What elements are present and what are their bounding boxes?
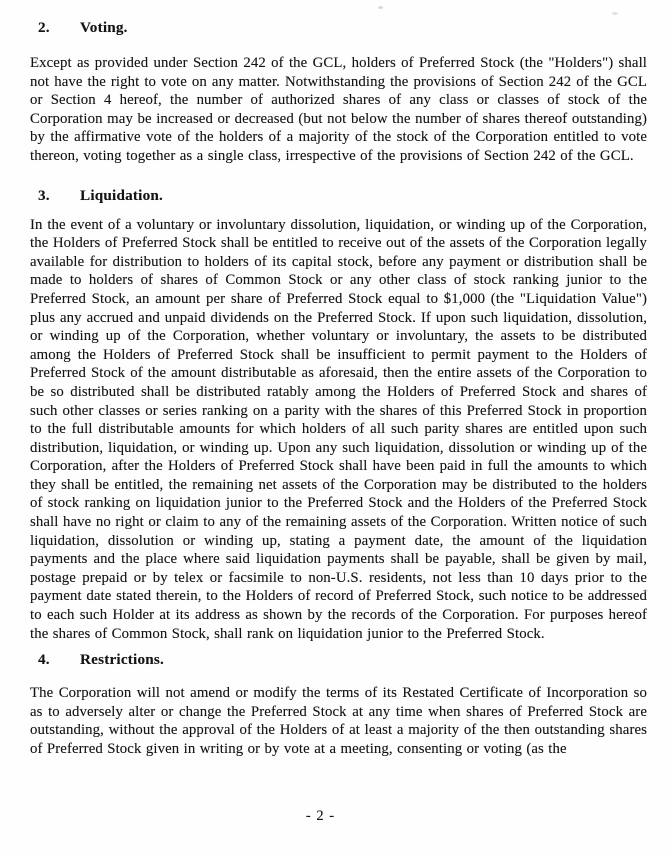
- section-liquidation: [30, 186, 647, 644]
- voting-paragraph: Except as provided under Section 242 of the GCL, holders of Preferred Stock (the "Holders") shall not have the right to vote on any matter. Notwithstanding the provisions of Section 242 of the GCL or Section 4 hereof, the number of authorized shares of any class or classes of stock of the Corporation may be increased or decreased (but not below the number of shares thereof outstanding) by the affirmative vote of the holders of a majority of the stock of the Corporation entitled to vote thereon, voting together as a single class, irrespective of the provisions of Section 242 of the GCL.: [30, 55, 647, 164]
- section-heading-restrictions: [30, 650, 647, 669]
- section-title: Voting.: [80, 19, 128, 36]
- restrictions-paragraph: The Corporation will not amend or modify the terms of its Restated Certificate of Incorporation so as to adversely alter or change the Preferred Stock at any time when shares of Preferred Stock are outstanding, without the approval of the Holders of at least a majority of the then outstanding shares of Preferred Stock given in writing or by vote at a meeting, consenting or voting (as the: [30, 685, 647, 757]
- section-number: 2.: [38, 19, 50, 36]
- liquidation-paragraph: In the event of a voluntary or involuntary dissolution, liquidation, or winding up of the Corporation, the Holders of Preferred Stock shall be entitled to receive out of the assets of the Corporation legally available for distribution to holders of its capital stock, before any payment or distribution shall be made to holders of shares of Common Stock or any other class of stock ranking junior to the Preferred Stock, an amount per share of Preferred Stock equal to $1,000 (the "Liquidation Value") plus any accrued and unpaid dividends on the Preferred Stock. If upon such liquidation, dissolution, or winding up of the Corporation, whether voluntary or involuntary, the assets to be distributed among the Holders of Preferred Stock shall be insufficient to permit payment to the Holders of Preferred Stock of the amount distributable as aforesaid, then the entire assets of the Corporation to be so distributed shall be distributed ratably among the Holders of Preferred Stock and shares of such other classes or series ranking on a parity with the shares of this Preferred Stock in proportion to the full distributable amounts for which holders of all such parity shares are entitled upon such distribution, liquidation, or winding up. Upon any such liquidation, dissolution or winding up of the Corporation, after the Holders of Preferred Stock shall have been paid in full the amounts to which they shall be entitled, the remaining net assets of the Corporation may be distributed to the holders of stock ranking on liquidation junior to the Preferred Stock and the Holders of the Preferred Stock shall have no right or claim to any of the remaining assets of the Corporation. Written notice of such liquidation, dissolution or winding up, stating a payment date, the amount of the liquidation payments and the place where said liquidation payments shall be payable, shall be given by mail, postage prepaid or by telex or facsimile to non-U.S. residents, not less than 10 days prior to the payment date stated therein, to the Holders of record of Preferred Stock, such notice to be addressed to each such Holder at its address as shown by the records of the Corporation. For purposes hereof the shares of Common Stock, shall rank on liquidation junior to the Preferred Stock.: [30, 216, 647, 642]
- scan-speck: [378, 6, 383, 9]
- section-number: 4.: [38, 651, 50, 669]
- section-heading-voting: [30, 18, 647, 37]
- scan-speck: [643, 589, 648, 592]
- section-restrictions: [30, 650, 647, 758]
- section-voting: [30, 18, 647, 166]
- page-number: - 2 -: [305, 808, 336, 824]
- scan-speck: [612, 12, 618, 15]
- section-heading-liquidation: [30, 186, 647, 205]
- section-number: 3.: [38, 186, 50, 204]
- section-title: Liquidation.: [80, 186, 164, 204]
- section-title: Restrictions.: [80, 651, 165, 669]
